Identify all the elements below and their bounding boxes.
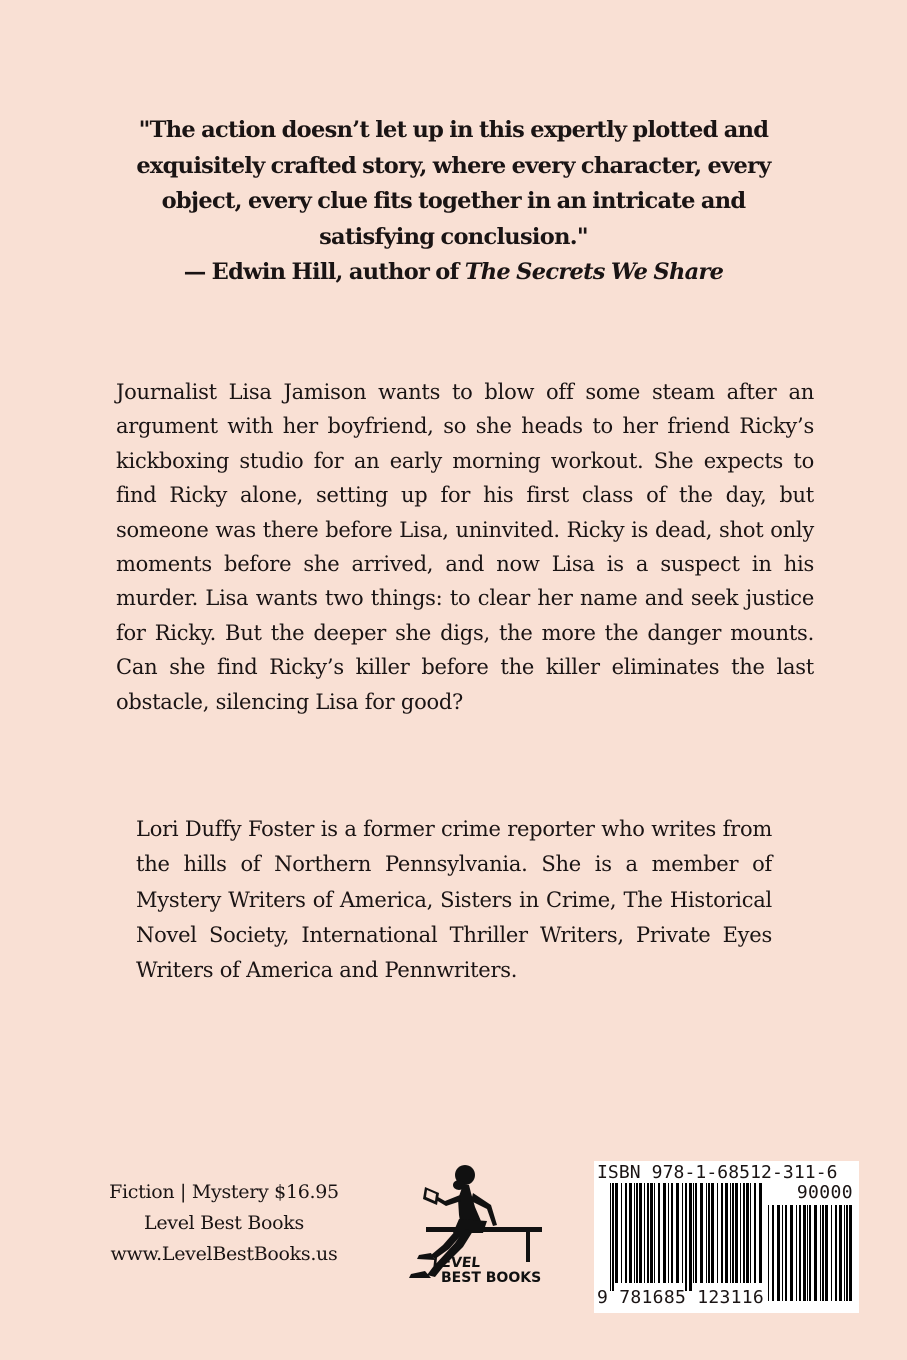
barcode-bar [636, 1183, 638, 1283]
endorsement-blurb [110, 113, 797, 291]
barcode-bar [740, 1183, 741, 1283]
barcode-bar [658, 1183, 660, 1283]
isbn-number: ISBN 978-1-68512-311-6 [597, 1162, 838, 1183]
barcode-bar [785, 1205, 787, 1301]
barcode-bar [822, 1205, 824, 1301]
barcode-bar [647, 1183, 649, 1283]
barcode-bar [663, 1183, 666, 1283]
barcode-bar [782, 1205, 783, 1301]
barcode-bar [831, 1205, 832, 1301]
barcode-bar [676, 1183, 679, 1283]
price-code: 90000 [796, 1182, 853, 1203]
barcode-bar [717, 1183, 718, 1283]
barcode-bar [844, 1205, 845, 1301]
barcode-bar [695, 1183, 697, 1283]
barcode-bar [621, 1183, 622, 1283]
barcode-bar [610, 1183, 611, 1291]
barcode-bar [706, 1183, 707, 1283]
barcode-bar [650, 1183, 653, 1283]
barcode-bar [685, 1183, 687, 1291]
barcode-bar [612, 1183, 614, 1291]
barcode-bar [807, 1205, 808, 1301]
barcode-bar [743, 1183, 745, 1283]
barcode-bar [625, 1183, 627, 1283]
barcode-bar [772, 1205, 774, 1301]
barcode-bar [750, 1183, 751, 1283]
barcode-bar [615, 1183, 618, 1283]
barcode-bar [668, 1183, 669, 1283]
barcode-bar [711, 1183, 714, 1283]
barcode-bar [721, 1183, 723, 1283]
ean-digits: 9 781685 123116 [597, 1287, 765, 1308]
barcode-bar [708, 1183, 710, 1283]
barcode-bar [777, 1205, 780, 1301]
barcode-bar [835, 1205, 837, 1301]
barcode-bar [654, 1183, 655, 1283]
logo-text-best-books: BEST BOOKS [441, 1270, 542, 1286]
barcode-bar [839, 1205, 842, 1301]
barcode-bar [730, 1183, 731, 1283]
barcode-bar [796, 1205, 797, 1301]
author-bio: Lori Duffy Foster is a former crime reporter who writes from the hills of Northern Pennsylvania. She is a member of Mystery Writers of America, Sisters in Crime, The Historical Novel Society, International Thriller Writers, Private Eyes Writers of America and Pennwriters. [136, 817, 772, 983]
barcode-bar [803, 1205, 806, 1301]
barcode-bar [634, 1183, 635, 1283]
attribution-book-title: The Secrets We Share [464, 259, 724, 285]
book-description: Journalist Lisa Jamison wants to blow off some steam after an argument with her boyfriend, so she heads to her friend Ricky’s kickboxing studio for an early morning workout. She expects to find Ricky alone, setting up for his first class of the day, but someone was there before Lisa, uninvited. Ricky is dead, shot only moments before she arrived, and now Lisa is a suspect in his murder. Lisa wants two things: to clear her name and seek justice for Ricky. But the deeper she digs, the more the danger mounts. Can she find Ricky’s killer before the killer eliminates the last obstacle, silencing Lisa for good? [116, 380, 814, 714]
endorsement-quote: "The action doesn’t let up in this expertly plotted and exquisitely crafted story, where every character, every object, every clue fits together in an intricate and satisfying conclusion." [136, 117, 771, 250]
barcode-bar [700, 1183, 703, 1283]
publisher-logo [403, 1163, 545, 1287]
barcode-bar [814, 1205, 817, 1301]
barcode-bar [820, 1205, 821, 1301]
barcode-bar [754, 1183, 756, 1283]
barcode-bar [849, 1205, 852, 1301]
publisher-name: Level Best Books [144, 1212, 304, 1234]
addon-bars [768, 1205, 854, 1309]
barcode-bar [809, 1205, 811, 1301]
publisher-info [88, 1177, 360, 1270]
barcode-bar [689, 1183, 692, 1291]
logo-text-level: LEVEL [431, 1255, 482, 1271]
barcode-bar [790, 1205, 793, 1301]
barcode-bar [768, 1205, 769, 1301]
ean-bars [610, 1183, 764, 1291]
barcode-bar [735, 1183, 738, 1283]
barcode-bar [846, 1205, 848, 1301]
barcode-bar [732, 1183, 734, 1283]
attribution-author: — Edwin Hill, author of [183, 259, 465, 285]
barcode-bar [644, 1183, 645, 1283]
barcode-bar [629, 1183, 632, 1283]
publisher-website: www.LevelBestBooks.us [110, 1243, 338, 1265]
barcode-bar [671, 1183, 673, 1283]
barcode-bar [799, 1205, 801, 1301]
isbn-barcode [594, 1161, 859, 1313]
endorsement-attribution [110, 255, 797, 291]
barcode-bar [682, 1183, 683, 1283]
genre-price: Fiction | Mystery $16.95 [109, 1181, 339, 1203]
barcode-bar [725, 1183, 728, 1283]
barcode-bar [825, 1205, 828, 1301]
barcode-bar [746, 1183, 749, 1283]
barcode-bar [639, 1183, 642, 1283]
barcode-bar [759, 1183, 762, 1283]
barcode-bar [693, 1183, 694, 1283]
